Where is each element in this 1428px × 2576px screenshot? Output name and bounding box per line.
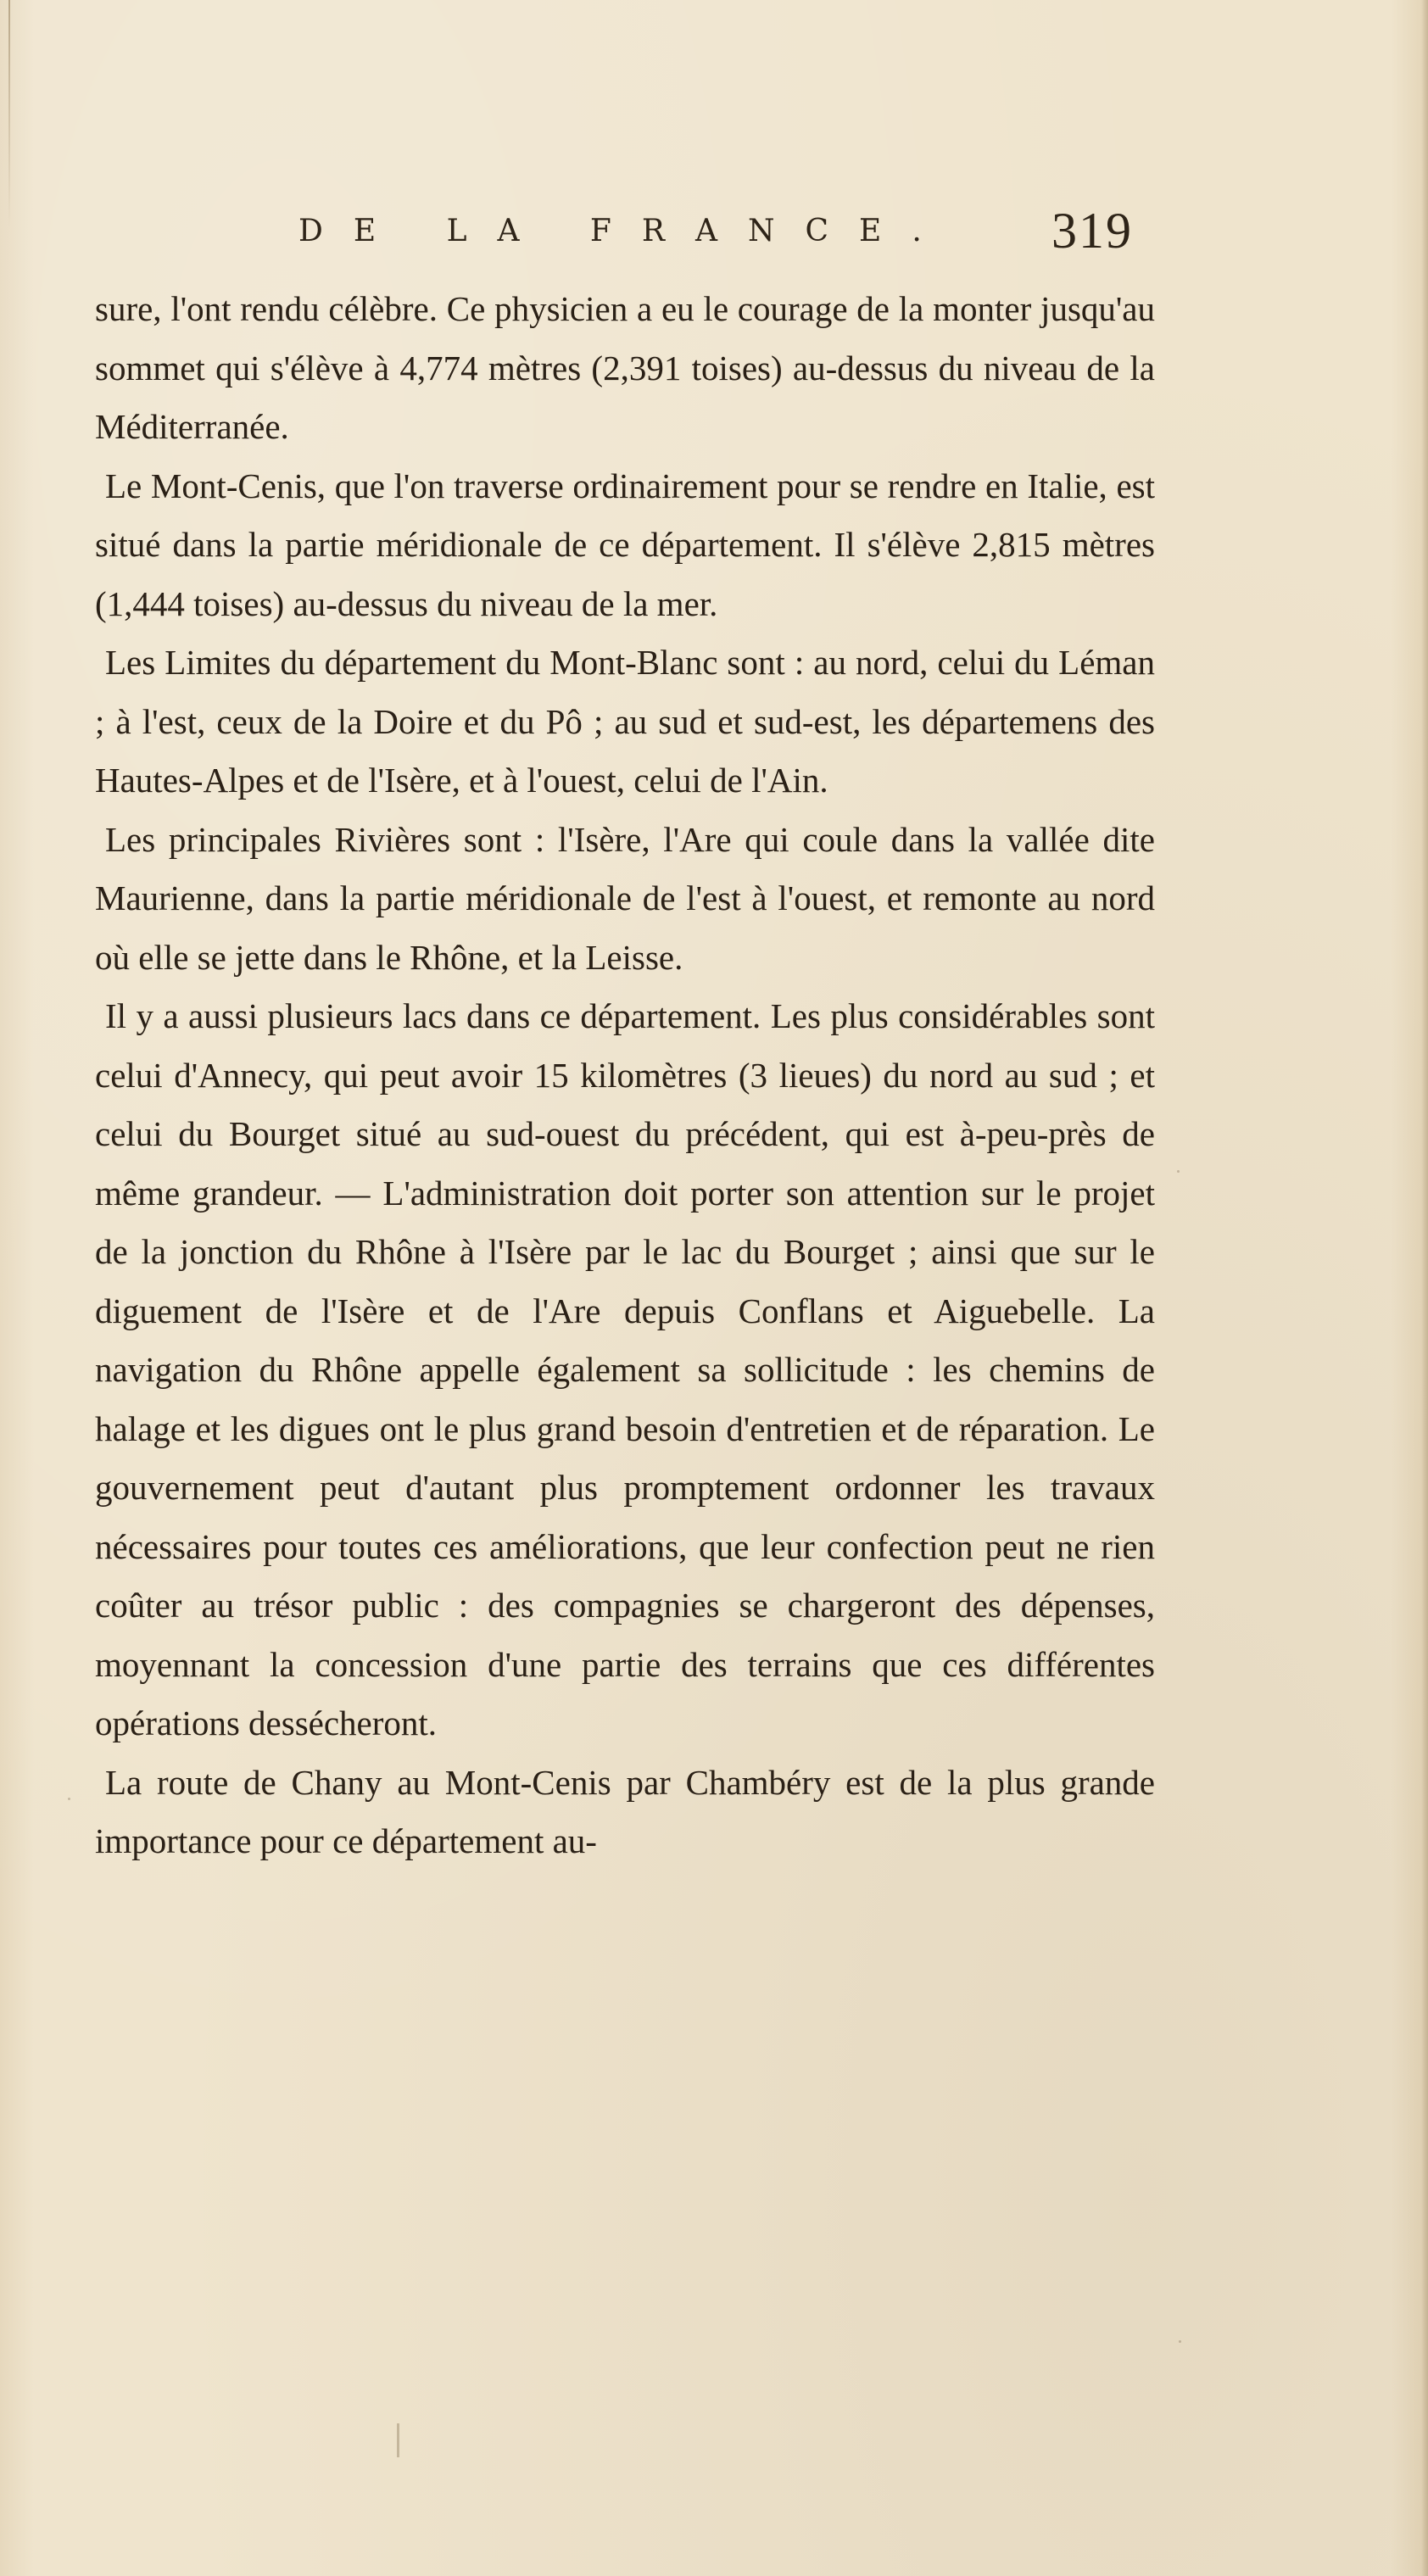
paragraph-mont-cenis: Le Mont-Cenis, que l'on traverse ordinairement pour se rendre en Italie, est situé dans la partie méridionale de ce département. Il s'élève 2,815 mètres (1,444 toises) au-dessus du niveau de la mer. (95, 466, 1155, 623)
print-mark (397, 2423, 399, 2457)
page-header (0, 202, 1428, 278)
gutter-shadow (8, 0, 10, 229)
paragraph-lacs: Il y a aussi plusieurs lacs dans ce département. Les plus considérables sont celui d'Annecy, qui peut avoir 15 kilomètres (3 lieues) du nord au sud ; et celui du Bourget situé au sud-ouest du précédent, qui est à-peu-près de même grandeur. — L'administration doit porter son attention sur le projet de la jonction du Rhône à l'Isère par le lac du Bourget ; ainsi que sur le diguement de l'Isère et de l'Are depuis Conflans et Aiguebelle. La navigation du Rhône appelle également sa sollicitude : les chemins de halage et les digues ont le plus grand besoin d'entretien et de réparation. Le gouvernement peut d'autant plus promptement ordonner les travaux nécessaires pour toutes ces améliorations, que leur confection peut ne rien coûter au trésor public : des compagnies se chargeront des dépenses, moyennant la concession d'une partie des terrains que ces différentes opérations dessécheront. (95, 996, 1155, 1742)
page-edge-shadow (1421, 0, 1428, 2576)
page-number: 319 (1051, 203, 1133, 259)
body-text (95, 280, 1155, 1871)
paper-speck (1177, 1170, 1180, 1173)
paper-speck (1179, 2340, 1181, 2343)
paragraph-route: La route de Chany au Mont-Cenis par Chambéry est de la plus grande importance pour ce département au- (95, 1762, 1155, 1860)
paragraph-rivieres: Les principales Rivières sont : l'Isère, l'Are qui coule dans la vallée dite Maurienne, dans la partie méridionale de l'est à l'ouest, et remonte au nord où elle se jette dans le Rhône, et la Leisse. (95, 819, 1155, 977)
paper-speck (68, 1798, 70, 1800)
paragraph-continuation: sure, l'ont rendu célèbre. Ce physicien a eu le courage de la monter jusqu'au sommet qui s'élève à 4,774 mètres (2,391 toises) au-dessus du niveau de la Méditerranée. (95, 289, 1155, 446)
paragraph-limites: Les Limites du département du Mont-Blanc sont : au nord, celui du Léman ; à l'est, ceux de la Doire et du Pô ; au sud et sud-est, les départemens des Hautes-Alpes et de l'Isère, et à l'ouest, celui de l'Ain. (95, 643, 1155, 800)
running-title: DE LA FRANCE. (298, 214, 952, 248)
